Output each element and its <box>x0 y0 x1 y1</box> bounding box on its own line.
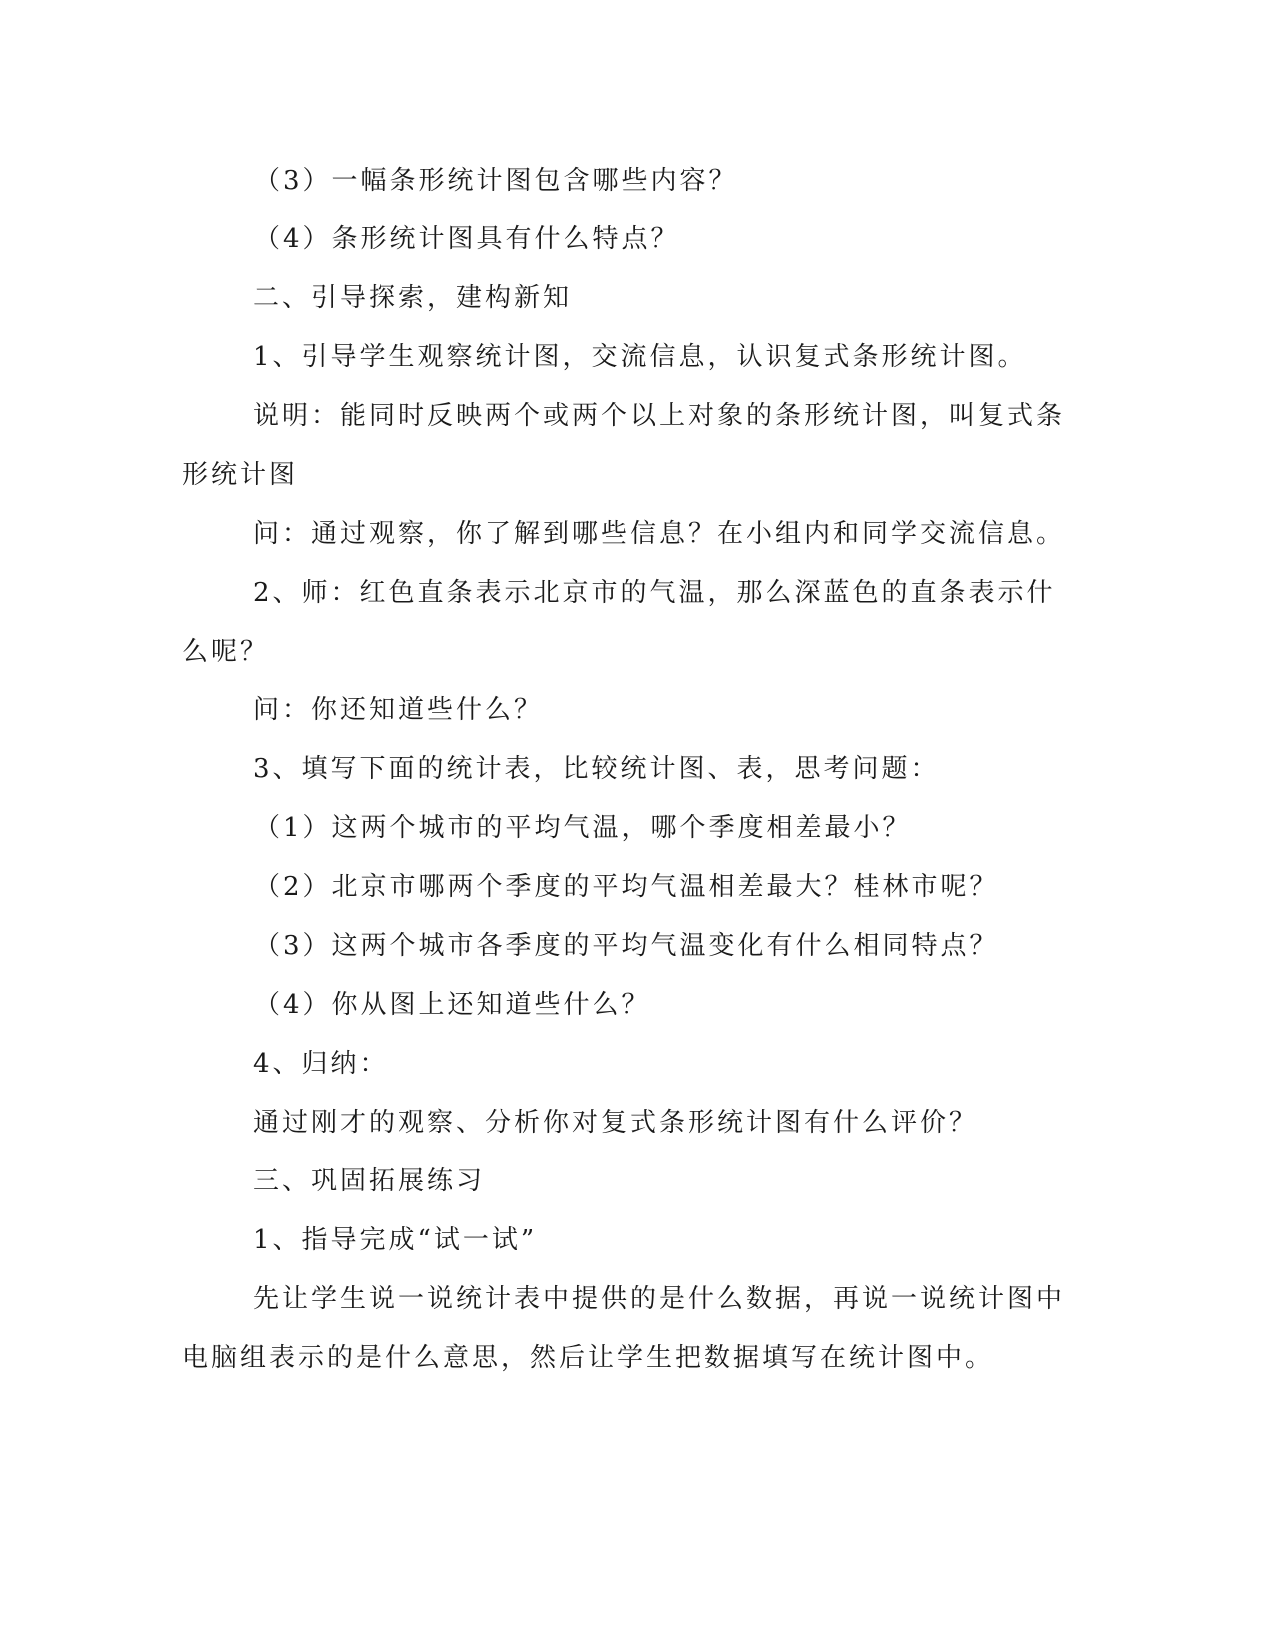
question-line: （2）北京市哪两个季度的平均气温相差最大？桂林市呢？ <box>254 872 999 902</box>
question-line: （4）条形统计图具有什么特点？ <box>254 224 680 254</box>
paragraph-line: 1、引导学生观察统计图，交流信息，认识复式条形统计图。 <box>253 342 1027 372</box>
paragraph-line: 先让学生说一说统计表中提供的是什么数据，再说一说统计图中 <box>253 1284 1066 1314</box>
question-line: （1）这两个城市的平均气温，哪个季度相差最小？ <box>254 813 912 843</box>
paragraph-line: 电脑组表示的是什么意思，然后让学生把数据填写在统计图中。 <box>182 1343 995 1373</box>
paragraph-line: 问：通过观察，你了解到哪些信息？在小组内和同学交流信息。 <box>253 519 1066 549</box>
paragraph-line: 1、指导完成“试一试” <box>253 1225 538 1255</box>
paragraph-line: 么呢？ <box>182 637 270 667</box>
question-line: （4）你从图上还知道些什么？ <box>254 990 651 1020</box>
question-line: （3）一幅条形统计图包含哪些内容？ <box>254 166 738 196</box>
question-line: （3）这两个城市各季度的平均气温变化有什么相同特点？ <box>254 931 999 961</box>
paragraph-line: 问：你还知道些什么？ <box>253 695 544 725</box>
paragraph-line: 2、师：红色直条表示北京市的气温，那么深蓝色的直条表示什 <box>253 578 1056 608</box>
paragraph-line: 说明：能同时反映两个或两个以上对象的条形统计图，叫复式条 <box>253 401 1066 431</box>
paragraph-line: 3、填写下面的统计表，比较统计图、表，思考问题： <box>253 754 940 784</box>
paragraph-line: 形统计图 <box>182 460 299 490</box>
section-heading: 二、引导探索，建构新知 <box>253 283 573 313</box>
paragraph-line: 4、归纳： <box>253 1049 389 1079</box>
section-heading: 三、巩固拓展练习 <box>253 1166 486 1196</box>
paragraph-line: 通过刚才的观察、分析你对复式条形统计图有什么评价？ <box>253 1108 979 1138</box>
